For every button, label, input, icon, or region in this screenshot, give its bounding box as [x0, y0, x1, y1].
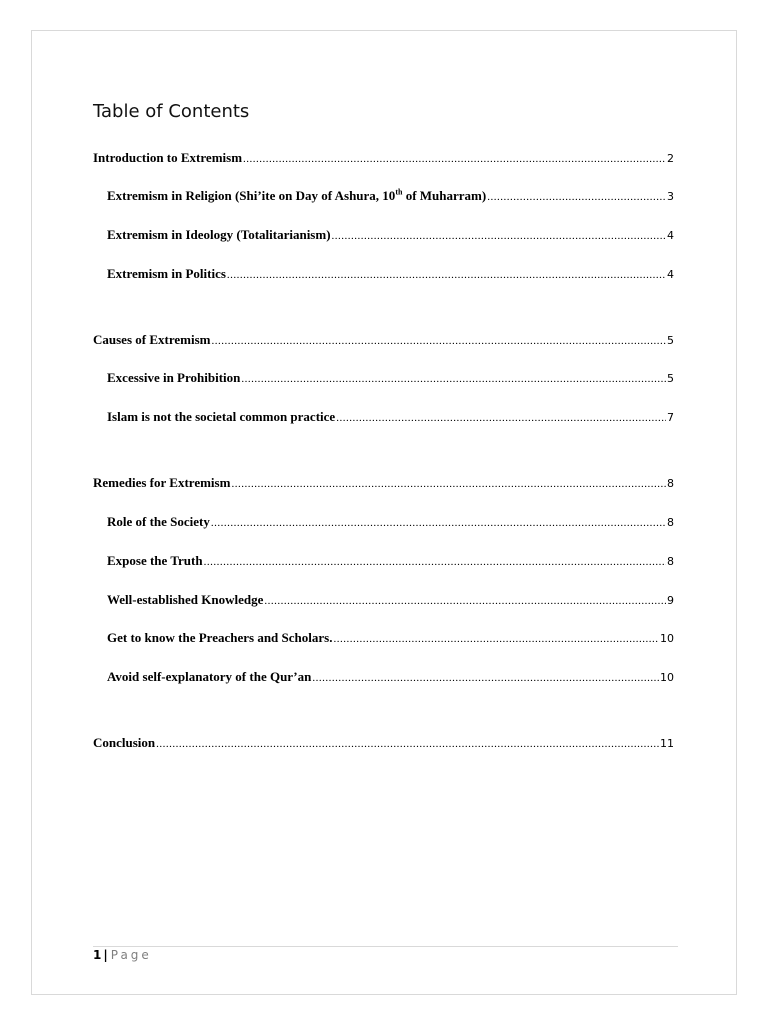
toc-entry-islam-not-common-practice[interactable]	[107, 409, 674, 425]
toc-entry-label-superscript: th	[395, 187, 403, 197]
toc-entry-well-established-knowledge[interactable]	[107, 592, 674, 608]
toc-title: Table of Contents	[93, 101, 250, 122]
toc-dot-leader	[227, 267, 666, 283]
toc-entry-label: Well-established Knowledge	[107, 592, 264, 607]
toc-entry-page: 8	[667, 477, 674, 490]
toc-entry-remedies-for-extremism[interactable]	[93, 475, 674, 491]
toc-entry-page: 4	[667, 229, 674, 242]
toc-entry-causes-of-extremism[interactable]	[93, 332, 674, 348]
toc-entry-expose-the-truth[interactable]	[107, 553, 674, 569]
toc-entry-page: 10	[660, 671, 674, 684]
toc-entry-label: Causes of Extremism	[93, 332, 211, 347]
toc-entry-page: 8	[667, 555, 674, 568]
toc-entry-page: 3	[667, 190, 674, 203]
toc-dot-leader	[332, 228, 666, 244]
toc-entry-label: Excessive in Prohibition	[107, 370, 241, 385]
footer-divider	[93, 946, 678, 947]
toc-entry-label: Expose the Truth	[107, 553, 203, 568]
toc-dot-leader	[211, 333, 666, 349]
toc-entry-label	[107, 188, 486, 204]
toc-entry-excessive-in-prohibition[interactable]	[107, 370, 674, 386]
toc-dot-leader	[204, 554, 666, 570]
toc-entry-page: 9	[667, 594, 674, 607]
toc-entry-page: 7	[667, 411, 674, 424]
toc-entry-label: Get to know the Preachers and Scholars.	[107, 630, 333, 645]
toc-entry-conclusion[interactable]	[93, 735, 674, 751]
toc-entry-label: Extremism in Politics	[107, 266, 226, 281]
toc-dot-leader	[487, 189, 666, 205]
toc-entry-label: Role of the Society	[107, 514, 210, 529]
toc-entry-label: Islam is not the societal common practice	[107, 409, 336, 424]
page-footer	[93, 948, 152, 962]
toc-entry-page: 2	[667, 152, 674, 165]
toc-entry-avoid-self-explanatory[interactable]	[107, 669, 674, 685]
toc-entry-extremism-in-ideology[interactable]	[107, 227, 674, 243]
toc-dot-leader	[211, 515, 666, 531]
toc-dot-leader	[312, 670, 659, 686]
toc-entry-label-tail: of Muharram)	[402, 188, 487, 203]
footer-page-number: 1	[93, 948, 102, 962]
toc-entry-label: Conclusion	[93, 735, 156, 750]
document-page	[31, 30, 737, 995]
toc-entry-label: Extremism in Ideology (Totalitarianism)	[107, 227, 331, 242]
toc-entry-label: Avoid self-explanatory of the Qur’an	[107, 669, 312, 684]
toc-dot-leader	[264, 593, 666, 609]
toc-dot-leader	[156, 736, 659, 752]
toc-dot-leader	[333, 631, 659, 647]
toc-entry-label-main: Extremism in Religion (Shi’ite on Day of Ashura, 10	[107, 188, 396, 203]
toc-dot-leader	[336, 410, 666, 426]
toc-entry-extremism-in-politics[interactable]	[107, 266, 674, 282]
toc-entry-page: 11	[660, 737, 674, 750]
toc-dot-leader	[241, 371, 666, 387]
toc-entry-page: 10	[660, 632, 674, 645]
toc-dot-leader	[231, 476, 666, 492]
toc-entry-page: 5	[667, 372, 674, 385]
toc-entry-page: 4	[667, 268, 674, 281]
toc-dot-leader	[243, 151, 666, 167]
toc-entry-page: 5	[667, 334, 674, 347]
toc-entry-extremism-in-religion[interactable]	[107, 188, 674, 204]
toc-entry-label: Introduction to Extremism	[93, 150, 243, 165]
toc-entry-role-of-society[interactable]	[107, 514, 674, 530]
toc-entry-preachers-and-scholars[interactable]	[107, 630, 674, 646]
toc-entry-label: Remedies for Extremism	[93, 475, 231, 490]
toc-entry-introduction[interactable]	[93, 150, 674, 166]
toc-entry-page: 8	[667, 516, 674, 529]
footer-page-word: Page	[110, 948, 152, 962]
footer-separator: |	[103, 948, 108, 962]
